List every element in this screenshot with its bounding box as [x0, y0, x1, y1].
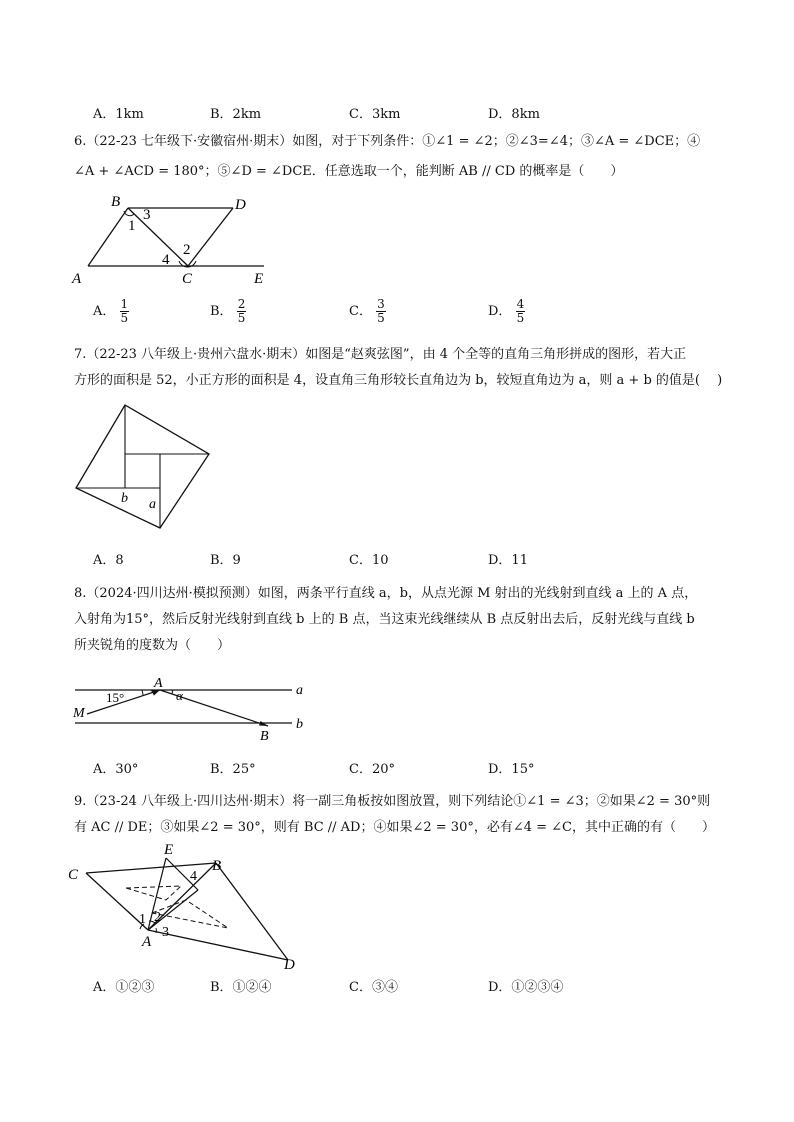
- q6-option-a-fraction: [120, 298, 130, 325]
- q6-option-b: [210, 298, 246, 325]
- q8-option-b: B．25°: [210, 762, 256, 777]
- q5-option-a: A．1km: [93, 107, 144, 122]
- q6-angle-1: 1: [128, 218, 136, 234]
- q9-label-b: B: [212, 858, 222, 874]
- q6-angle-4: 4: [162, 252, 170, 268]
- q6-option-b-num: 2: [237, 297, 246, 311]
- q5-option-c: C．3km: [349, 107, 401, 122]
- q6-option-b-letter: B．: [210, 304, 233, 319]
- q6-figure: [68, 192, 278, 286]
- q9-label-c: C: [68, 867, 79, 883]
- q6-label-e: E: [254, 271, 264, 286]
- q5-option-d: D．8km: [488, 107, 540, 122]
- q8-figure: [70, 672, 315, 746]
- q7-label-b: b: [121, 491, 128, 506]
- q6-option-c: [349, 298, 386, 325]
- q7-option-d: D．11: [488, 553, 528, 568]
- q7-text-line2: 方形的面积是 52，小正方形的面积是 4，设直角三角形较长直角边为 b，较短直角边为 a，则 a + b 的值是( ): [74, 373, 723, 388]
- q7-label-a: a: [149, 497, 156, 512]
- q6-angle-3: 3: [143, 207, 151, 223]
- q8-label-alpha: α: [176, 688, 183, 703]
- q6-label-a: A: [72, 271, 82, 286]
- q9-angle-2: 2: [154, 910, 161, 925]
- q6-option-d-num: 4: [516, 297, 525, 311]
- q9-label-d: D: [284, 957, 295, 972]
- q8-text-line3: 所夹锐角的度数为（ ）: [74, 638, 231, 653]
- q6-option-c-num: 3: [377, 297, 385, 311]
- q6-option-b-den: 5: [237, 311, 246, 325]
- q6-option-c-den: 5: [377, 311, 385, 325]
- q6-option-d: [488, 298, 525, 325]
- q6-text-line1: 6.（22-23 七年级下·安徽宿州·期末）如图，对于下列条件：①∠1 = ∠2；②∠3=∠4；③∠A = ∠DCE；④: [74, 134, 701, 149]
- q9-text-line2: 有 AC // DE；③如果∠2 = 30°，则有 BC // AD；④如果∠2 = 30°，必有∠4 = ∠C，其中正确的有（ ）: [74, 820, 715, 835]
- q7-figure: [72, 400, 214, 532]
- q6-option-d-letter: D．: [488, 304, 512, 319]
- q9-option-a: A．①②③: [93, 980, 155, 995]
- q8-option-d: D．15°: [488, 762, 535, 777]
- q7-text-line1: 7.（22-23 八年级上·贵州六盘水·期末）如图是“赵爽弦图”，由 4 个全等的直角三角形拼成的图形，若大正: [74, 347, 687, 362]
- q9-angle-1: 1: [139, 912, 146, 927]
- q8-label-a-point: A: [154, 676, 163, 691]
- q7-option-a: A．8: [93, 553, 124, 568]
- q8-label-line-a: a: [296, 683, 303, 698]
- q9-label-e: E: [164, 842, 174, 858]
- q6-option-a-letter: A．: [93, 304, 116, 319]
- q6-option-d-den: 5: [516, 311, 525, 325]
- q8-angle-15: 15°: [106, 690, 125, 705]
- q6-option-d-fraction: [516, 298, 526, 325]
- q6-label-b: B: [111, 194, 121, 210]
- q6-option-a: [93, 298, 129, 325]
- q8-label-line-b: b: [296, 717, 303, 732]
- q8-label-m: M: [73, 706, 85, 721]
- q6-text-line2: ∠A + ∠ACD = 180°；⑤∠D = ∠DCE．任意选取一个，能判断 AB // CD 的概率是（ ）: [74, 164, 624, 179]
- q6-option-c-letter: C．: [349, 304, 372, 319]
- q8-option-a: A．30°: [93, 762, 139, 777]
- q7-option-b: B．9: [210, 553, 241, 568]
- q8-text-line2: 入射角为15°，然后反射光线射到直线 b 上的 B 点，当这束光线继续从 B 点反射出去后，反射光线与直线 b: [74, 612, 695, 627]
- q7-option-c: C．10: [349, 553, 389, 568]
- q8-label-b-point: B: [260, 729, 269, 744]
- q6-label-d: D: [235, 197, 246, 213]
- q9-option-b: B．①②④: [210, 980, 272, 995]
- q6-option-a-num: 1: [120, 297, 129, 311]
- q9-option-d: D．①②③④: [488, 980, 564, 995]
- q6-option-a-den: 5: [120, 311, 129, 325]
- q9-angle-4: 4: [190, 869, 197, 884]
- q6-option-c-fraction: [376, 298, 386, 325]
- q8-text-line1: 8.（2024·四川达州·模拟预测）如图，两条平行直线 a，b，从点光源 M 射出的光线射到直线 a 上的 A 点，: [74, 586, 698, 601]
- q9-text-line1: 9.（23-24 八年级上·四川达州·期末）将一副三角板按如图放置，则下列结论①∠1 = ∠3；②如果∠2 = 30°则: [74, 794, 711, 809]
- q5-option-b: B．2km: [210, 107, 262, 122]
- q9-angle-3: 3: [162, 925, 169, 940]
- q9-figure: [66, 838, 310, 972]
- q8-option-c: C．20°: [349, 762, 395, 777]
- q6-angle-2: 2: [183, 242, 191, 258]
- q6-label-c: C: [182, 271, 193, 286]
- q6-option-b-fraction: [237, 298, 247, 325]
- q9-option-c: C．③④: [349, 980, 398, 995]
- q9-label-a: A: [142, 934, 152, 950]
